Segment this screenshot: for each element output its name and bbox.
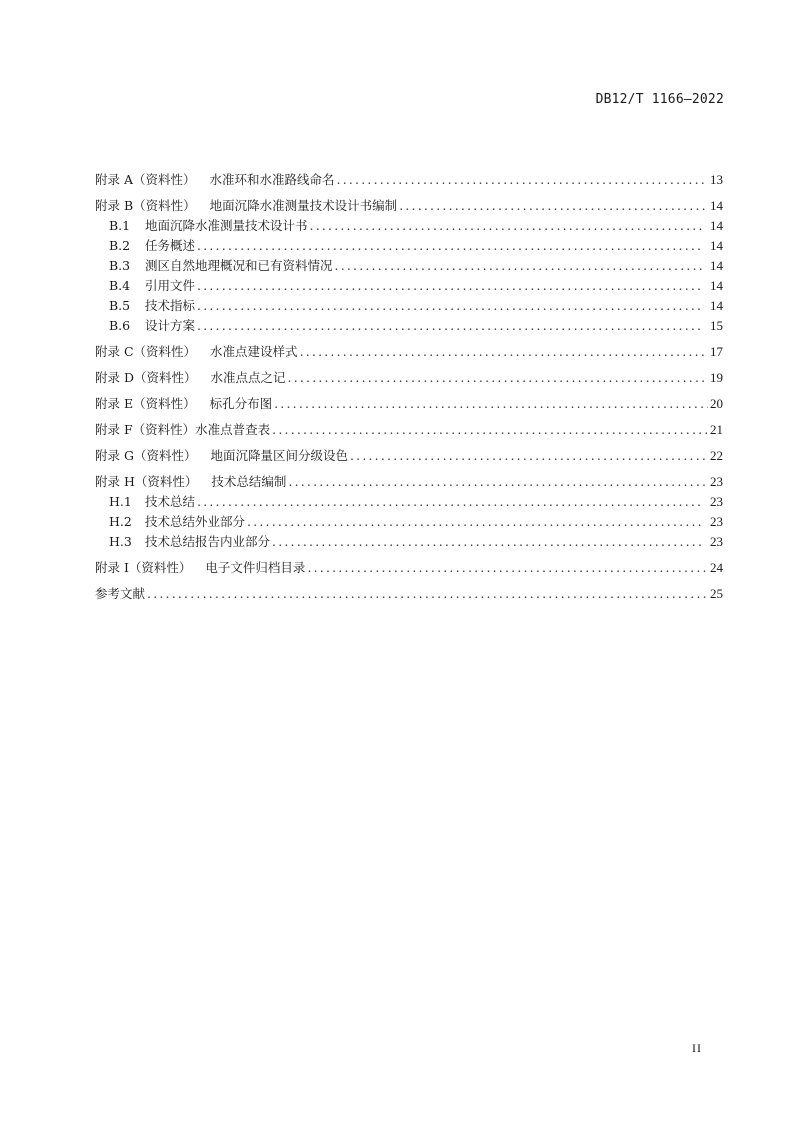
- toc-entry-h3[interactable]: [95, 532, 723, 552]
- toc-prefix: 附录 G（资料性）: [95, 448, 197, 463]
- toc-page-number: 14: [710, 198, 723, 213]
- dot-leader: [197, 492, 704, 512]
- toc-page-number: 25: [710, 586, 723, 601]
- toc-number: H.3: [109, 534, 132, 549]
- toc-prefix: 附录 H（资料性）: [95, 474, 198, 489]
- dot-leader: [335, 256, 704, 276]
- toc-title: 水准点点之记: [210, 370, 286, 385]
- toc-entry-appendix-e[interactable]: [95, 394, 723, 414]
- toc-entry-h1[interactable]: [95, 492, 723, 512]
- toc-entry-b4[interactable]: [95, 276, 723, 296]
- toc-entry-b6[interactable]: [95, 316, 723, 336]
- toc-title: 地面沉降量区间分级设色: [210, 448, 348, 463]
- toc-page-number: 15: [710, 318, 723, 333]
- dot-leader: [274, 394, 708, 414]
- toc-prefix: 附录 E（资料性）: [95, 396, 196, 411]
- toc-entry-appendix-c[interactable]: [95, 342, 723, 362]
- page-number: II: [692, 1041, 702, 1055]
- toc-entry-appendix-a[interactable]: [95, 170, 723, 190]
- toc-entry-b1[interactable]: [95, 216, 723, 236]
- toc-entry-appendix-i[interactable]: [95, 558, 723, 578]
- toc-title: 水准点建设样式: [210, 344, 298, 359]
- toc-number: B.6: [109, 318, 131, 333]
- dot-leader: [147, 584, 708, 604]
- toc-title: 引用文件: [145, 278, 196, 293]
- toc-title: 测区自然地理概况和已有资料情况: [145, 258, 333, 273]
- dot-leader: [399, 196, 708, 216]
- dot-leader: [197, 296, 704, 316]
- dot-leader: [247, 512, 704, 532]
- toc-entry-b2[interactable]: [95, 236, 723, 256]
- toc-entry-appendix-b[interactable]: [95, 196, 723, 216]
- toc-title: 地面沉降水准测量技术设计书: [145, 218, 308, 233]
- toc-title: 水准点普查表: [195, 422, 271, 437]
- toc-title: 任务概述: [145, 238, 196, 253]
- toc-page-number: 22: [710, 448, 723, 463]
- toc-page-number: 14: [710, 258, 723, 273]
- toc-title: 设计方案: [145, 318, 196, 333]
- toc-page-number: 17: [710, 344, 723, 359]
- toc-page-number: 14: [710, 298, 723, 313]
- toc-entry-b5[interactable]: [95, 296, 723, 316]
- toc-page-number: 14: [710, 218, 723, 233]
- toc-entry-appendix-f[interactable]: [95, 420, 723, 440]
- toc-number: B.4: [109, 278, 131, 293]
- toc-page-number: 13: [710, 172, 723, 187]
- dot-leader: [288, 472, 708, 492]
- toc-title: 技术总结编制: [211, 474, 287, 489]
- dot-leader: [300, 342, 708, 362]
- toc-number: B.1: [109, 218, 131, 233]
- toc-page-number: 23: [710, 494, 723, 509]
- dot-leader: [350, 446, 708, 466]
- toc-prefix: 附录 D（资料性）: [95, 370, 197, 385]
- dot-leader: [272, 420, 708, 440]
- toc-page-number: 19: [710, 370, 723, 385]
- standard-code: DB12/T 1166—2022: [595, 92, 724, 107]
- toc-title: 技术总结外业部分: [145, 514, 246, 529]
- dot-leader: [288, 368, 708, 388]
- dot-leader: [197, 276, 704, 296]
- toc-page-number: 21: [710, 422, 723, 437]
- toc-page-number: 23: [710, 534, 723, 549]
- toc-entry-appendix-h[interactable]: [95, 472, 723, 492]
- toc-number: B.2: [109, 238, 131, 253]
- toc-page-number: 20: [710, 396, 723, 411]
- dot-leader: [197, 316, 704, 336]
- table-of-contents: [95, 170, 723, 604]
- toc-title: 技术总结: [145, 494, 196, 509]
- toc-title: 电子文件归档目录: [205, 560, 306, 575]
- toc-number: H.1: [109, 494, 132, 509]
- toc-title: 标孔分布图: [209, 396, 273, 411]
- dot-leader: [197, 236, 704, 256]
- toc-title: 参考文献: [95, 586, 146, 601]
- toc-entry-b3[interactable]: [95, 256, 723, 276]
- toc-entry-appendix-g[interactable]: [95, 446, 723, 466]
- toc-entry-h2[interactable]: [95, 512, 723, 532]
- toc-title: 技术总结报告内业部分: [145, 534, 271, 549]
- toc-prefix: 附录 B（资料性）: [95, 198, 196, 213]
- toc-page-number: 23: [710, 474, 723, 489]
- toc-number: H.2: [109, 514, 132, 529]
- toc-page-number: 24: [710, 560, 723, 575]
- toc-page-number: 14: [710, 238, 723, 253]
- toc-page-number: 23: [710, 514, 723, 529]
- dot-leader: [337, 170, 708, 190]
- dot-leader: [307, 558, 708, 578]
- toc-title: 水准环和水准路线命名: [209, 172, 335, 187]
- toc-prefix: 附录 A（资料性）: [95, 172, 196, 187]
- dot-leader: [310, 216, 704, 236]
- toc-number: B.5: [109, 298, 131, 313]
- toc-number: B.3: [109, 258, 131, 273]
- toc-prefix: 附录 F（资料性）: [95, 422, 196, 437]
- toc-title: 技术指标: [145, 298, 196, 313]
- toc-entry-appendix-d[interactable]: [95, 368, 723, 388]
- toc-prefix: 附录 I（资料性）: [95, 560, 192, 575]
- toc-entry-references[interactable]: [95, 584, 723, 604]
- dot-leader: [272, 532, 704, 552]
- toc-prefix: 附录 C（资料性）: [95, 344, 197, 359]
- toc-page-number: 14: [710, 278, 723, 293]
- toc-title: 地面沉降水准测量技术设计书编制: [209, 198, 398, 213]
